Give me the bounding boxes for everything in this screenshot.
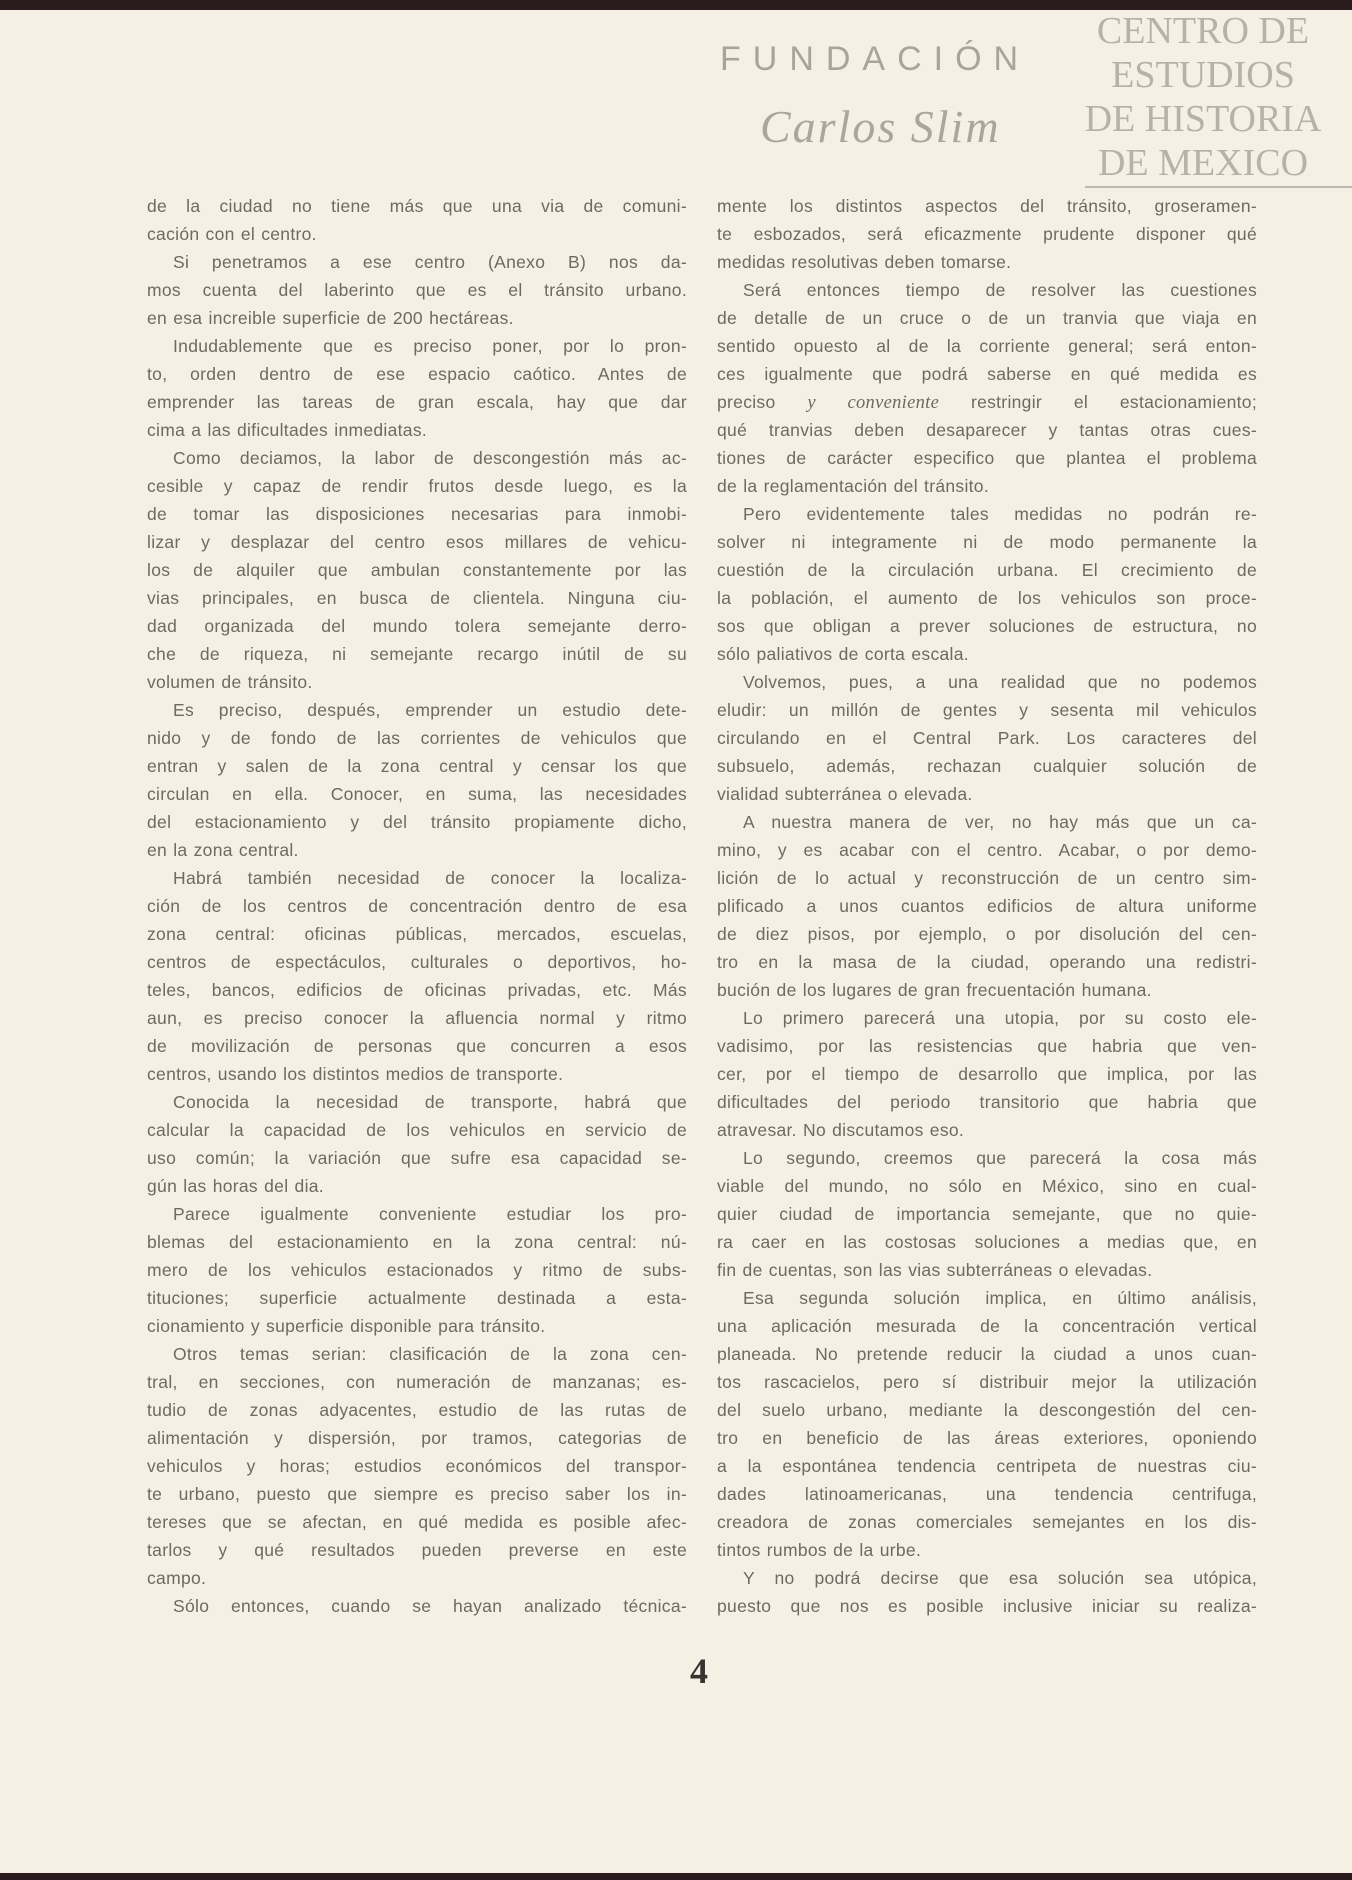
paragraph xyxy=(717,668,1257,808)
text-line: viable del mundo, no sólo en México, sino en cual- xyxy=(717,1176,1257,1196)
text-line: Indudablemente que es preciso poner, por lo pron- xyxy=(173,336,687,356)
text-line: solver ni integramente ni de modo permanente la xyxy=(717,532,1257,552)
text-line: dificultades del periodo transitorio que habria que xyxy=(717,1092,1257,1112)
text-line: en esa increible superficie de 200 hectáreas. xyxy=(147,308,514,328)
text-line: sentido opuesto al de la corriente general; será enton- xyxy=(717,336,1257,356)
text-line: to, orden dentro de ese espacio caótico. Antes de xyxy=(147,364,687,384)
text-line: cionamiento y superficie disponible para tránsito. xyxy=(147,1316,546,1336)
paragraph xyxy=(147,192,687,248)
text-line: sólo paliativos de corta escala. xyxy=(717,644,969,664)
paragraph xyxy=(717,1144,1257,1284)
text-line: entran y salen de la zona central y censar los que xyxy=(147,756,687,776)
text-line: Como deciamos, la labor de descongestión más ac- xyxy=(173,448,687,468)
paragraph xyxy=(717,1564,1257,1620)
text-line: de tomar las disposiciones necesarias para inmobi- xyxy=(147,504,687,524)
paragraph xyxy=(717,192,1257,276)
text-line: de la ciudad no tiene más que una via de comuni- xyxy=(147,196,687,216)
text-line: centros, usando los distintos medios de transporte. xyxy=(147,1064,564,1084)
text-line: gún las horas del dia. xyxy=(147,1176,324,1196)
text-line: puesto que nos es posible inclusive iniciar su realiza- xyxy=(717,1596,1257,1616)
text-line: volumen de tránsito. xyxy=(147,672,313,692)
text-line: Lo primero parecerá una utopia, por su costo ele- xyxy=(743,1008,1257,1028)
text-line: ra caer en las costosas soluciones a medias que, en xyxy=(717,1232,1257,1252)
text-line: lición de lo actual y reconstrucción de un centro sim- xyxy=(717,868,1257,888)
text-line: tiones de carácter especifico que plantea el problema xyxy=(717,448,1257,468)
text-line: dad organizada del mundo tolera semejante derro- xyxy=(147,616,687,636)
text-line: qué tranvias deben desaparecer y tantas otras cues- xyxy=(717,420,1257,440)
text-line: tro en la masa de la ciudad, operando una redistri- xyxy=(717,952,1257,972)
text-line: cación con el centro. xyxy=(147,224,317,244)
text-line: zona central: oficinas públicas, mercados, escuelas, xyxy=(147,924,687,944)
text-line: blemas del estacionamiento en la zona central: nú- xyxy=(147,1232,687,1252)
page-number: 4 xyxy=(690,1651,708,1691)
paragraph xyxy=(147,1340,687,1592)
watermark-signature: Carlos Slim xyxy=(760,101,1001,152)
text-line: Pero evidentemente tales medidas no podrán re- xyxy=(743,504,1257,524)
text-line: quier ciudad de importancia semejante, que no quie- xyxy=(717,1204,1257,1224)
text-line: Conocida la necesidad de transporte, habrá que xyxy=(173,1092,687,1112)
text-line: sos que obligan a prever soluciones de estructura, no xyxy=(717,616,1257,636)
text-line: A nuestra manera de ver, no hay más que un ca- xyxy=(743,812,1257,832)
paragraph xyxy=(147,1200,687,1340)
text-line: Es preciso, después, emprender un estudio dete- xyxy=(173,700,687,720)
text-line: Sólo entonces, cuando se hayan analizado técnica- xyxy=(173,1596,687,1616)
watermark-line-3: DE HISTORIA xyxy=(1084,98,1322,140)
text-line: eludir: un millón de gentes y sesenta mil vehiculos xyxy=(717,700,1257,720)
text-line: de diez pisos, por ejemplo, o por disolución del cen- xyxy=(717,924,1257,944)
text-line: vialidad subterránea o elevada. xyxy=(717,784,973,804)
text-line: cuestión de la circulación urbana. El crecimiento de xyxy=(717,560,1257,580)
text-line: de detalle de un cruce o de un tranvia que viaja en xyxy=(717,308,1257,328)
text-line: cima a las dificultades inmediatas. xyxy=(147,420,428,440)
text-line: che de riqueza, ni semejante recargo inútil de su xyxy=(147,644,687,664)
paragraph xyxy=(147,1088,687,1200)
text-line: Parece igualmente conveniente estudiar los pro- xyxy=(173,1204,687,1224)
text-line: cesible y capaz de rendir frutos desde luego, es la xyxy=(147,476,687,496)
text-line: ción de los centros de concentración dentro de esa xyxy=(147,896,687,916)
text-line: tro en beneficio de las áreas exteriores, oponiendo xyxy=(717,1428,1257,1448)
text-line: te urbano, puesto que siempre es preciso saber los in- xyxy=(147,1484,687,1504)
text-line: nido y de fondo de las corrientes de vehiculos que xyxy=(147,728,687,748)
text-line: la población, el aumento de los vehiculos son proce- xyxy=(717,588,1257,608)
paragraph xyxy=(147,696,687,864)
text-line: subsuelo, además, rechazan cualquier solución de xyxy=(717,756,1257,776)
watermark-foundation: FUNDACIÓN xyxy=(720,40,1031,78)
text-line: cer, por el tiempo de desarrollo que implica, por las xyxy=(717,1064,1257,1084)
scan-bottom-edge xyxy=(0,1873,1352,1880)
text-line: una aplicación mesurada de la concentración vertical xyxy=(717,1316,1257,1336)
text-line: mino, y es acabar con el centro. Acabar, o por demo- xyxy=(717,840,1257,860)
paragraph xyxy=(717,1284,1257,1564)
text-line: del suelo urbano, mediante la descongestión del cen- xyxy=(717,1400,1257,1420)
text-line: plificado a unos cuantos edificios de altura uniforme xyxy=(717,896,1257,916)
text-line: tudio de zonas adyacentes, estudio de las rutas de xyxy=(147,1400,687,1420)
text-line: te esbozados, será eficazmente prudente disponer qué xyxy=(717,224,1257,244)
paragraph xyxy=(147,332,687,444)
text-line: Volvemos, pues, a una realidad que no podemos xyxy=(743,672,1257,692)
paragraph xyxy=(147,864,687,1088)
paragraph xyxy=(147,444,687,696)
text-line: planeada. No pretende reducir la ciudad a unos cuan- xyxy=(717,1344,1257,1364)
text-line: vadisimo, por las resistencias que habria que ven- xyxy=(717,1036,1257,1056)
text-line: de movilización de personas que concurren a esos xyxy=(147,1036,687,1056)
emphasized-text: y conveniente xyxy=(807,393,940,413)
text-line: alimentación y dispersión, por tramos, categorias de xyxy=(147,1428,687,1448)
text-line: mero de los vehiculos estacionados y ritmo de subs- xyxy=(147,1260,687,1280)
text-line: ces igualmente que podrá saberse en qué medida es xyxy=(717,364,1257,384)
paragraph xyxy=(717,500,1257,668)
text-line: teles, bancos, edificios de oficinas privadas, etc. Más xyxy=(147,980,687,1000)
text-line: lizar y desplazar del centro esos millares de vehicu- xyxy=(147,532,687,552)
watermark-line-4: DE MEXICO xyxy=(1097,142,1309,184)
text-line: a la espontánea tendencia centripeta de nuestras ciu- xyxy=(717,1456,1257,1476)
text-line: calcular la capacidad de los vehiculos en servicio de xyxy=(147,1120,687,1140)
text-line: Habrá también necesidad de conocer la localiza- xyxy=(173,868,687,888)
text-line: mente los distintos aspectos del tránsito, groseramen- xyxy=(717,196,1257,216)
text-line: tintos rumbos de la urbe. xyxy=(717,1540,922,1560)
text-line: en la zona central. xyxy=(147,840,299,860)
paragraph xyxy=(717,1004,1257,1144)
text-line: campo. xyxy=(147,1568,207,1588)
text-line: emprender las tareas de gran escala, hay que dar xyxy=(147,392,687,412)
text-line: Lo segundo, creemos que parecerá la cosa más xyxy=(743,1148,1257,1168)
text-line: Y no podrá decirse que esa solución sea utópica, xyxy=(743,1568,1257,1588)
text-line: tos rascacielos, pero sí distribuir mejor la utilización xyxy=(717,1372,1257,1392)
text-line: tereses que se afectan, en qué medida es posible afec- xyxy=(147,1512,687,1532)
paragraph xyxy=(147,248,687,332)
text-column-right xyxy=(717,192,1257,1620)
text-segment: preciso xyxy=(717,392,808,412)
text-line: Si penetramos a ese centro (Anexo B) nos da- xyxy=(173,252,687,272)
text-line: atravesar. No discutamos eso. xyxy=(717,1120,965,1140)
paragraph xyxy=(717,276,1257,500)
text-line: dades latinoamericanas, una tendencia centrifuga, xyxy=(717,1484,1257,1504)
text-line: Esa segunda solución implica, en último análisis, xyxy=(743,1288,1257,1308)
text-line: mos cuenta del laberinto que es el tránsito urbano. xyxy=(147,280,687,300)
watermark-line-2: ESTUDIOS xyxy=(1111,54,1295,96)
text-line: tituciones; superficie actualmente destinada a esta- xyxy=(147,1288,687,1308)
text-column-left xyxy=(147,192,687,1620)
text-line: uso común; la variación que sufre esa capacidad se- xyxy=(147,1148,687,1168)
text-line: tarlos y qué resultados pueden preverse en este xyxy=(147,1540,687,1560)
text-line: vias principales, en busca de clientela. Ninguna ciu- xyxy=(147,588,687,608)
text-line: tral, en secciones, con numeración de manzanas; es- xyxy=(147,1372,687,1392)
text-line: circulando en el Central Park. Los caracteres del xyxy=(717,728,1257,748)
text-line: Otros temas serian: clasificación de la zona cen- xyxy=(173,1344,687,1364)
text-line: los de alquiler que ambulan constantemente por las xyxy=(147,560,687,580)
paragraph xyxy=(147,1592,687,1620)
text-line: vehiculos y horas; estudios económicos del transpor- xyxy=(147,1456,687,1476)
paragraph xyxy=(717,808,1257,1004)
text-line: circulan en ella. Conocer, en suma, las necesidades xyxy=(147,784,687,804)
text-line: Será entonces tiempo de resolver las cuestiones xyxy=(743,280,1257,300)
text-line xyxy=(717,388,1257,416)
text-line: fin de cuentas, son las vias subterráneas o elevadas. xyxy=(717,1260,1153,1280)
watermark-line-1: CENTRO DE xyxy=(1096,10,1310,52)
watermark-rule xyxy=(1085,186,1352,188)
text-segment: restringir el estacionamiento; xyxy=(939,392,1257,412)
text-line: aun, es preciso conocer la afluencia normal y ritmo xyxy=(147,1008,687,1028)
text-line: medidas resolutivas deben tomarse. xyxy=(717,252,1012,272)
text-line: del estacionamiento y del tránsito propiamente dicho, xyxy=(147,812,687,832)
text-line: centros de espectáculos, culturales o deportivos, ho- xyxy=(147,952,687,972)
text-line: de la reglamentación del tránsito. xyxy=(717,476,989,496)
text-line: creadora de zonas comerciales semejantes en los dis- xyxy=(717,1512,1257,1532)
text-line: bución de los lugares de gran frecuentación humana. xyxy=(717,980,1152,1000)
